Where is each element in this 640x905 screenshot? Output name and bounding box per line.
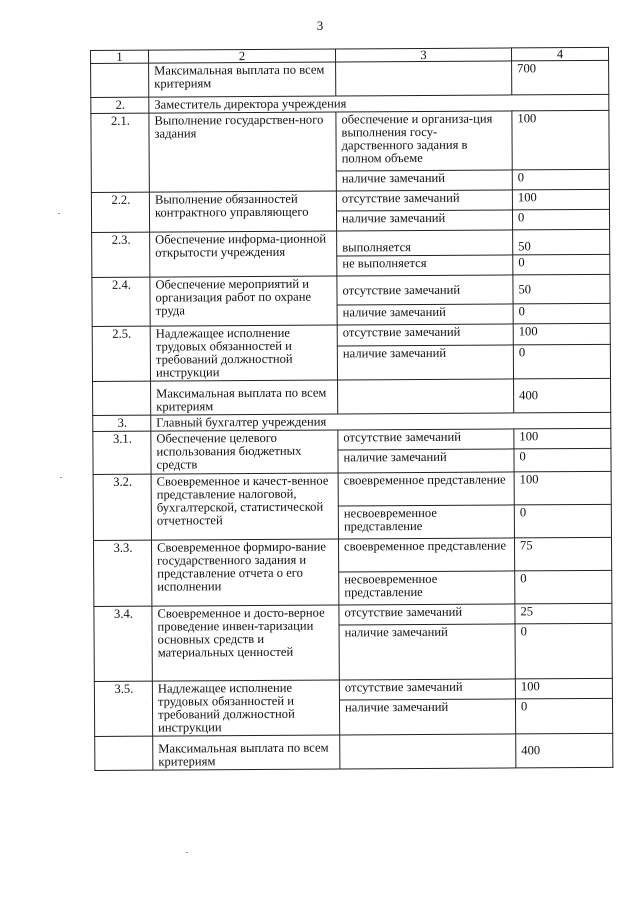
condition-value: 100 bbox=[515, 678, 612, 699]
max-payment-label: Максимальная выплата по всем критериям bbox=[153, 735, 340, 770]
condition-text: отсутствие замечаний bbox=[338, 429, 514, 450]
condition-value: 100 bbox=[514, 428, 611, 449]
condition-value: 0 bbox=[513, 254, 610, 275]
condition-value: 50 bbox=[513, 229, 610, 255]
condition-value: 0 bbox=[514, 504, 611, 538]
condition-value: 0 bbox=[515, 698, 612, 734]
criterion-row bbox=[93, 537, 611, 573]
condition-value: 0 bbox=[512, 169, 609, 190]
scan-speck bbox=[186, 852, 188, 853]
condition-value: 0 bbox=[512, 209, 609, 230]
condition-text: не выполняется bbox=[337, 255, 513, 276]
criterion-text: Выполнение государствен-ного задания bbox=[149, 112, 336, 192]
column-header: 3 bbox=[335, 48, 511, 62]
criterion-text: Надлежащее исполнение трудовых обязанностей и требований должностной инструкции bbox=[150, 325, 337, 381]
condition-value: 0 bbox=[514, 448, 611, 472]
condition-text: отсутствие замечаний bbox=[337, 275, 513, 305]
max-payment-row bbox=[91, 60, 609, 97]
condition-text: своевременное представление bbox=[338, 538, 514, 572]
condition-text: несвоевременное представление bbox=[338, 505, 514, 539]
max-payment-value: 400 bbox=[516, 733, 613, 768]
criterion-number: 2.4. bbox=[92, 277, 150, 326]
criterion-text: Своевременное и качест-венное представление налоговой, бухгалтерской, статистической отчетностей bbox=[151, 473, 338, 540]
criterion-number: 3.1. bbox=[93, 431, 151, 474]
criterion-number: 2.3. bbox=[92, 232, 150, 277]
max-payment-label: Максимальная выплата по всем критериям bbox=[151, 380, 338, 415]
column-header: 1 bbox=[91, 50, 149, 63]
criterion-text: Своевременное и досто-верное проведение инвен-таризации основных средств и материальных ценностей bbox=[152, 605, 339, 681]
condition-value: 0 bbox=[515, 570, 612, 604]
condition-value: 100 bbox=[512, 110, 609, 170]
criteria-table bbox=[90, 47, 613, 771]
column-header: 2 bbox=[149, 49, 336, 63]
condition-text: отсутствие замечаний bbox=[336, 190, 512, 211]
criterion-text: Обеспечение целевого использования бюджетных средств bbox=[151, 430, 338, 474]
criterion-text: Обеспечение информа-ционной открытости учреждения bbox=[150, 231, 337, 277]
criterion-row bbox=[93, 471, 611, 507]
criterion-text: Обеспечение мероприятий и организация работ по охране труда bbox=[150, 276, 337, 326]
criterion-number: 3.3. bbox=[93, 540, 151, 606]
scan-speck bbox=[58, 213, 60, 214]
condition-value: 100 bbox=[514, 471, 611, 505]
max-payment-label: Максимальная выплата по всем критериям bbox=[149, 62, 336, 97]
criterion-number: 2.1. bbox=[91, 113, 149, 192]
condition-text: наличие замечаний bbox=[337, 304, 513, 325]
max-payment-row bbox=[93, 378, 611, 415]
condition-text: отсутствие замечаний bbox=[339, 679, 515, 700]
condition-text: отсутствие замечаний bbox=[337, 324, 513, 346]
section-title: Заместитель директора учреждения bbox=[149, 94, 609, 113]
condition-text: обеспечение и организа-ция выполнения госу-дарственного задания в полном объеме bbox=[336, 111, 512, 171]
condition-text: наличие замечаний bbox=[339, 699, 515, 735]
condition-text: выполняется bbox=[337, 230, 513, 256]
condition-text: своевременное представление bbox=[338, 472, 514, 506]
criterion-row bbox=[91, 110, 609, 172]
condition-text: наличие замечаний bbox=[337, 345, 513, 380]
criterion-number: 3.2. bbox=[93, 474, 151, 540]
section-title: Главный бухгалтер учреждения bbox=[151, 412, 611, 431]
condition-text: наличие замечаний bbox=[336, 170, 512, 191]
condition-value: 0 bbox=[513, 303, 610, 324]
condition-value: 0 bbox=[515, 623, 612, 679]
criterion-text: Надлежащее исполнение трудовых обязанностей и требований должностной инструкции bbox=[152, 680, 339, 736]
section-number: 3. bbox=[93, 415, 151, 431]
max-payment-value: 700 bbox=[512, 60, 609, 95]
column-header: 4 bbox=[511, 47, 608, 61]
condition-text: отсутствие замечаний bbox=[339, 604, 515, 625]
criterion-number: 3.5. bbox=[94, 681, 152, 736]
criterion-text: Своевременное формиро-вание государственного задания и представление отчета о его исполнении bbox=[151, 539, 338, 606]
condition-value: 100 bbox=[512, 189, 609, 210]
section-number: 2. bbox=[91, 97, 149, 113]
criterion-text: Выполнение обязанностей контрактного управляющего bbox=[149, 191, 336, 232]
condition-value: 50 bbox=[513, 274, 610, 304]
criterion-row bbox=[92, 229, 610, 257]
criterion-number: 3.4. bbox=[94, 606, 152, 681]
condition-text: наличие замечаний bbox=[336, 210, 512, 231]
page-number: 3 bbox=[316, 18, 324, 33]
condition-value: 0 bbox=[513, 344, 610, 379]
criterion-number: 2.2. bbox=[91, 192, 149, 232]
condition-value: 25 bbox=[515, 603, 612, 624]
scan-speck bbox=[60, 477, 62, 478]
criterion-row bbox=[92, 274, 610, 306]
max-payment-value: 400 bbox=[514, 378, 611, 413]
condition-text: несвоевременное представление bbox=[339, 571, 515, 605]
criterion-number: 2.5. bbox=[92, 326, 150, 381]
condition-value: 75 bbox=[514, 537, 611, 571]
max-payment-row bbox=[95, 733, 613, 770]
condition-text: наличие замечаний bbox=[339, 624, 515, 680]
condition-value: 100 bbox=[513, 323, 610, 344]
condition-text: наличие замечаний bbox=[338, 449, 514, 473]
